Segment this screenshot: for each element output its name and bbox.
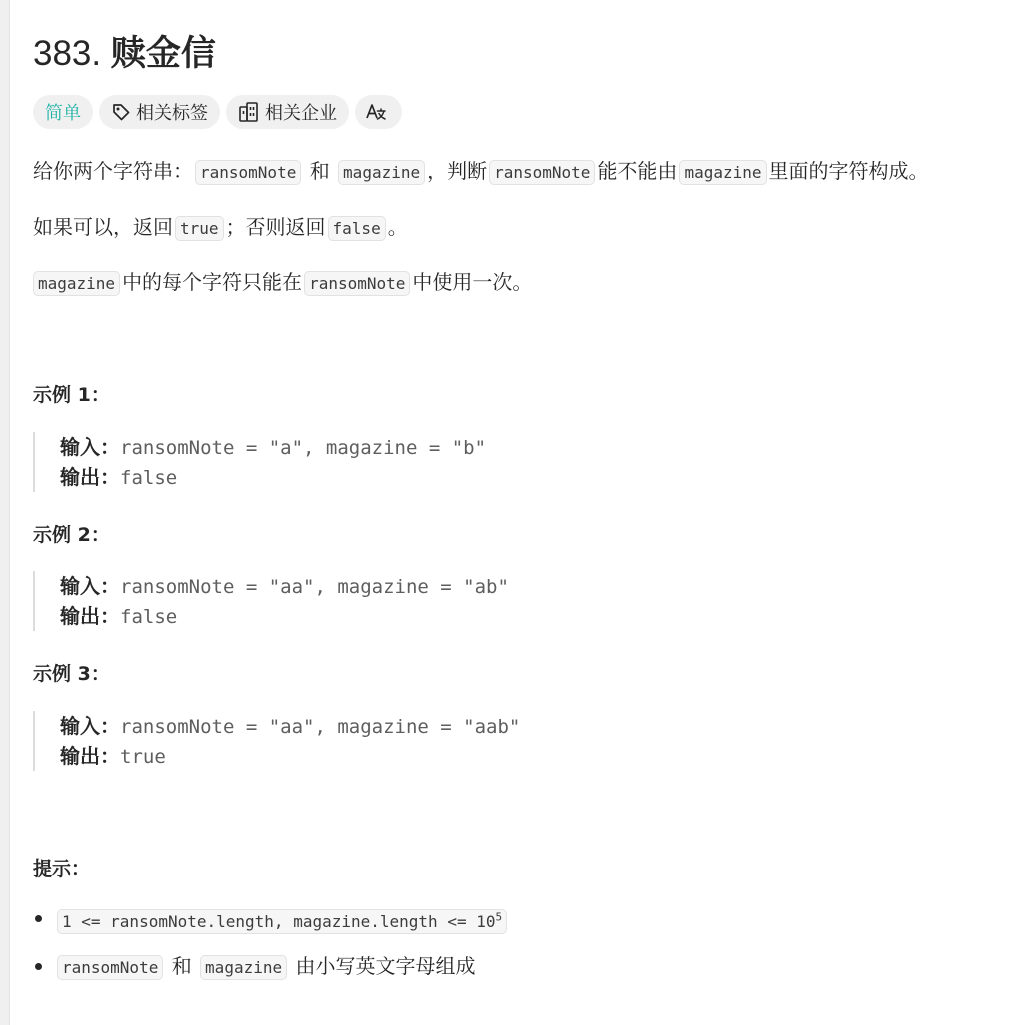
- text: 由小写英文字母组成: [295, 954, 476, 978]
- inline-code: magazine: [679, 160, 766, 185]
- hints-title: 提示：: [33, 858, 91, 880]
- difficulty-badge: [33, 95, 93, 129]
- example-input: [60, 571, 733, 601]
- example-output: [60, 601, 733, 631]
- text: 能不能由: [597, 159, 678, 183]
- output-value: true: [120, 746, 166, 768]
- bullet: [35, 915, 42, 922]
- example-input: [60, 711, 733, 741]
- text: ，判断: [427, 159, 488, 183]
- topics-label: 相关标签: [136, 103, 208, 124]
- output-label: 输出：: [60, 744, 120, 768]
- example-output: [60, 741, 733, 771]
- hints-list: [33, 900, 509, 996]
- example-title: 示例 3：: [33, 663, 110, 685]
- text: 中使用一次。: [412, 270, 533, 294]
- building-icon: [238, 101, 260, 123]
- input-label: 输入：: [60, 435, 120, 459]
- exponent: 5: [495, 911, 503, 924]
- description-paragraph-1: [33, 156, 929, 188]
- inline-code: true: [175, 216, 224, 241]
- text: 给你两个字符串：: [33, 159, 193, 183]
- text: 和: [309, 159, 330, 183]
- inline-code: magazine: [200, 955, 287, 980]
- text: 里面的字符构成。: [768, 159, 929, 183]
- input-value: ransomNote = "aa", magazine = "aab": [120, 716, 521, 738]
- output-label: 输出：: [60, 465, 120, 489]
- example-block: [33, 432, 733, 492]
- text: 。: [387, 215, 408, 239]
- tag-bar: [33, 95, 402, 129]
- example-title: 示例 1：: [33, 384, 110, 406]
- companies-button[interactable]: [226, 95, 349, 129]
- problem-number: 383.: [33, 34, 102, 73]
- constraint-text: 1 <= ransomNote.length, magazine.length <= 10: [62, 912, 496, 932]
- hint-item: [33, 948, 509, 984]
- input-label: 输入：: [60, 714, 120, 738]
- bullet: [35, 963, 42, 970]
- inline-code: ransomNote: [304, 271, 410, 296]
- difficulty-label: 简单: [45, 103, 81, 124]
- hint-item: [33, 900, 509, 936]
- output-value: false: [120, 467, 178, 489]
- output-value: false: [120, 606, 178, 628]
- inline-code: ransomNote: [57, 955, 163, 980]
- left-rail: [0, 0, 10, 1025]
- companies-label: 相关企业: [265, 103, 337, 124]
- input-label: 输入：: [60, 574, 120, 598]
- problem-name: 赎金信: [110, 34, 216, 73]
- inline-code: ransomNote: [489, 160, 595, 185]
- tag-icon: [111, 102, 131, 122]
- input-value: ransomNote = "aa", magazine = "ab": [120, 576, 509, 598]
- inline-code: [57, 909, 507, 934]
- example-block: [33, 571, 733, 631]
- description-paragraph-2: [33, 212, 408, 244]
- translate-button[interactable]: [355, 95, 402, 129]
- example-output: [60, 462, 733, 492]
- inline-code: magazine: [33, 271, 120, 296]
- example-block: [33, 711, 733, 771]
- inline-code: false: [328, 216, 386, 241]
- output-label: 输出：: [60, 604, 120, 628]
- inline-code: ransomNote: [195, 160, 301, 185]
- problem-title: [33, 26, 216, 76]
- example-input: [60, 432, 733, 462]
- text: 和: [171, 954, 192, 978]
- description-paragraph-3: [33, 267, 532, 299]
- text: ；否则返回: [225, 215, 326, 239]
- input-value: ransomNote = "a", magazine = "b": [120, 437, 487, 459]
- text: 如果可以，返回: [33, 215, 173, 239]
- inline-code: magazine: [338, 160, 425, 185]
- topics-button[interactable]: [99, 95, 220, 129]
- translate-icon: [365, 101, 387, 123]
- example-title: 示例 2：: [33, 524, 110, 546]
- text: 中的每个字符只能在: [122, 270, 303, 294]
